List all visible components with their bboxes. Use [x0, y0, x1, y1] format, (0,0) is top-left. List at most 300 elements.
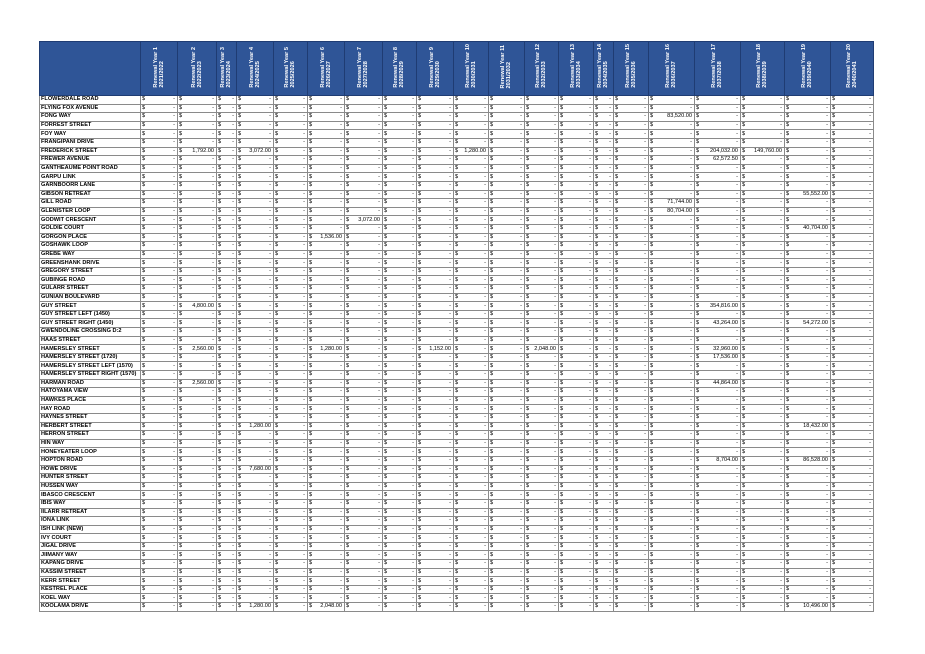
amount-cell — [594, 388, 614, 397]
amount-value: - — [484, 216, 486, 223]
currency-symbol: $ — [179, 448, 183, 455]
currency-symbol: $ — [142, 594, 146, 601]
currency-symbol: $ — [832, 560, 836, 567]
amount-cell — [785, 603, 831, 612]
amount-cell — [695, 147, 741, 156]
amount-cell — [383, 413, 417, 422]
street-name-cell: HAAS STREET — [40, 336, 141, 345]
amount-cell — [454, 603, 489, 612]
amount-value: - — [449, 603, 451, 610]
amount-cell — [417, 96, 454, 105]
currency-symbol: $ — [560, 139, 564, 146]
currency-symbol: $ — [346, 594, 350, 601]
amount-value: - — [690, 311, 692, 318]
amount-value: - — [412, 156, 414, 163]
amount-value: - — [303, 285, 305, 292]
currency-symbol: $ — [696, 577, 700, 584]
street-name-cell: HARMAN ROAD — [40, 379, 141, 388]
table-row — [40, 96, 874, 105]
amount-cell — [217, 534, 237, 543]
amount-value: - — [826, 293, 828, 300]
amount-value: - — [449, 422, 451, 429]
amount-cell — [454, 216, 489, 225]
currency-symbol: $ — [560, 130, 564, 137]
currency-symbol: $ — [832, 354, 836, 361]
amount-value: - — [269, 483, 271, 490]
currency-symbol: $ — [595, 302, 599, 309]
amount-cell — [178, 104, 217, 113]
amount-value: - — [212, 199, 214, 206]
amount-cell — [141, 585, 178, 594]
amount-cell — [831, 310, 874, 319]
currency-symbol: $ — [832, 594, 836, 601]
currency-symbol: $ — [455, 208, 459, 215]
amount-cell — [417, 224, 454, 233]
amount-value: - — [644, 302, 646, 309]
currency-symbol: $ — [275, 457, 279, 464]
currency-symbol: $ — [490, 173, 494, 180]
currency-symbol: $ — [275, 122, 279, 129]
currency-symbol: $ — [418, 130, 422, 137]
currency-symbol: $ — [455, 259, 459, 266]
currency-symbol: $ — [526, 130, 530, 137]
currency-symbol: $ — [418, 156, 422, 163]
amount-value: - — [644, 560, 646, 567]
amount-cell — [559, 353, 594, 362]
amount-cell — [594, 345, 614, 354]
amount-value: - — [232, 362, 234, 369]
amount-cell — [594, 379, 614, 388]
currency-symbol: $ — [560, 543, 564, 550]
currency-symbol: $ — [309, 139, 313, 146]
currency-symbol: $ — [179, 577, 183, 584]
amount-value: - — [412, 500, 414, 507]
amount-cell — [237, 413, 274, 422]
amount-cell — [178, 465, 217, 474]
currency-symbol: $ — [526, 534, 530, 541]
currency-symbol: $ — [560, 276, 564, 283]
renewal-schedule-table — [39, 41, 874, 612]
amount-value: - — [484, 543, 486, 550]
currency-symbol: $ — [786, 431, 790, 438]
amount-value: - — [232, 225, 234, 232]
amount-value: - — [589, 285, 591, 292]
amount-value: - — [303, 233, 305, 240]
amount-cell — [274, 104, 308, 113]
amount-value: - — [269, 113, 271, 120]
amount-value: - — [412, 594, 414, 601]
currency-symbol: $ — [346, 233, 350, 240]
amount-value: - — [412, 543, 414, 550]
amount-cell — [649, 138, 695, 147]
currency-symbol: $ — [595, 319, 599, 326]
street-name-cell: ISH LINK (NEW) — [40, 525, 141, 534]
currency-symbol: $ — [346, 285, 350, 292]
amount-value: - — [269, 551, 271, 558]
amount-value: - — [212, 328, 214, 335]
currency-symbol: $ — [309, 508, 313, 515]
amount-cell — [831, 439, 874, 448]
street-name-cell: GIBSON RETREAT — [40, 190, 141, 199]
currency-symbol: $ — [832, 225, 836, 232]
year-header — [383, 42, 417, 96]
amount-value: - — [869, 156, 871, 163]
amount-value: - — [378, 104, 380, 111]
amount-value: - — [340, 397, 342, 404]
amount-value: - — [484, 190, 486, 197]
street-name-cell: FREWER AVENUE — [40, 156, 141, 165]
currency-symbol: $ — [490, 603, 494, 610]
currency-symbol: $ — [786, 379, 790, 386]
amount-cell — [614, 405, 649, 414]
amount-value: - — [303, 276, 305, 283]
amount-cell — [614, 130, 649, 139]
street-name-cell: HIN WAY — [40, 439, 141, 448]
currency-symbol: $ — [142, 431, 146, 438]
amount-cell — [614, 147, 649, 156]
currency-symbol: $ — [615, 422, 619, 429]
currency-symbol: $ — [275, 182, 279, 189]
currency-symbol: $ — [742, 543, 746, 550]
amount-value: - — [780, 130, 782, 137]
amount-value: - — [484, 568, 486, 575]
amount-cell — [345, 465, 383, 474]
currency-symbol: $ — [455, 233, 459, 240]
amount-value: 2,048.00 — [320, 603, 342, 610]
table-row — [40, 560, 874, 569]
amount-cell — [649, 242, 695, 251]
amount-cell — [274, 113, 308, 122]
currency-symbol: $ — [309, 362, 313, 369]
currency-symbol: $ — [786, 208, 790, 215]
currency-symbol: $ — [384, 517, 388, 524]
amount-cell — [217, 336, 237, 345]
amount-cell — [141, 336, 178, 345]
currency-symbol: $ — [490, 319, 494, 326]
amount-value: - — [736, 173, 738, 180]
amount-value: - — [736, 362, 738, 369]
amount-cell — [785, 560, 831, 569]
amount-cell — [274, 147, 308, 156]
amount-value: - — [484, 96, 486, 103]
currency-symbol: $ — [275, 113, 279, 120]
amount-cell — [649, 96, 695, 105]
amount-value: 2,560.00 — [192, 345, 214, 352]
year-header-label: Renewal Year 3 2023/2024 — [220, 47, 233, 88]
currency-symbol: $ — [786, 242, 790, 249]
amount-cell — [383, 603, 417, 612]
amount-cell — [695, 388, 741, 397]
currency-symbol: $ — [309, 525, 313, 532]
currency-symbol: $ — [455, 422, 459, 429]
amount-value: - — [173, 139, 175, 146]
currency-symbol: $ — [455, 165, 459, 172]
amount-cell — [217, 96, 237, 105]
amount-cell — [525, 413, 559, 422]
amount-cell — [695, 603, 741, 612]
currency-symbol: $ — [742, 182, 746, 189]
amount-value: - — [378, 319, 380, 326]
currency-symbol: $ — [418, 319, 422, 326]
currency-symbol: $ — [526, 483, 530, 490]
amount-cell — [525, 594, 559, 603]
amount-cell — [831, 96, 874, 105]
amount-value: - — [173, 208, 175, 215]
amount-value: - — [520, 285, 522, 292]
amount-value: - — [378, 233, 380, 240]
currency-symbol: $ — [384, 147, 388, 154]
amount-cell — [831, 319, 874, 328]
amount-cell — [614, 422, 649, 431]
currency-symbol: $ — [418, 474, 422, 481]
currency-symbol: $ — [142, 113, 146, 120]
amount-cell — [649, 422, 695, 431]
amount-value: - — [484, 465, 486, 472]
amount-value: - — [269, 362, 271, 369]
amount-cell — [383, 156, 417, 165]
amount-value: - — [869, 190, 871, 197]
amount-cell — [274, 173, 308, 182]
amount-cell — [594, 302, 614, 311]
amount-cell — [308, 138, 345, 147]
amount-value: - — [736, 113, 738, 120]
amount-value: - — [520, 122, 522, 129]
amount-value: 1,280.00 — [320, 345, 342, 352]
amount-value: - — [412, 448, 414, 455]
amount-cell — [594, 499, 614, 508]
currency-symbol: $ — [832, 130, 836, 137]
amount-cell — [217, 328, 237, 337]
amount-cell — [695, 396, 741, 405]
amount-value: - — [609, 422, 611, 429]
amount-value: - — [520, 362, 522, 369]
amount-value: - — [554, 586, 556, 593]
currency-symbol: $ — [696, 276, 700, 283]
amount-cell — [695, 328, 741, 337]
currency-symbol: $ — [696, 568, 700, 575]
currency-symbol: $ — [346, 525, 350, 532]
currency-symbol: $ — [418, 276, 422, 283]
amount-value: - — [269, 285, 271, 292]
currency-symbol: $ — [309, 190, 313, 197]
currency-symbol: $ — [560, 491, 564, 498]
amount-value: - — [232, 586, 234, 593]
currency-symbol: $ — [309, 371, 313, 378]
currency-symbol: $ — [832, 362, 836, 369]
amount-cell — [217, 422, 237, 431]
amount-value: - — [589, 130, 591, 137]
currency-symbol: $ — [696, 156, 700, 163]
currency-symbol: $ — [346, 173, 350, 180]
amount-cell — [454, 517, 489, 526]
amount-cell — [417, 422, 454, 431]
currency-symbol: $ — [142, 397, 146, 404]
currency-symbol: $ — [560, 525, 564, 532]
amount-cell — [785, 405, 831, 414]
amount-cell — [831, 233, 874, 242]
amount-cell — [785, 542, 831, 551]
currency-symbol: $ — [238, 233, 242, 240]
amount-cell — [594, 568, 614, 577]
currency-symbol: $ — [650, 422, 654, 429]
currency-symbol: $ — [179, 457, 183, 464]
currency-symbol: $ — [275, 560, 279, 567]
amount-value: - — [449, 560, 451, 567]
currency-symbol: $ — [346, 302, 350, 309]
amount-value: - — [484, 328, 486, 335]
currency-symbol: $ — [418, 208, 422, 215]
amount-cell — [741, 207, 785, 216]
amount-cell — [237, 491, 274, 500]
currency-symbol: $ — [490, 448, 494, 455]
amount-value: - — [736, 543, 738, 550]
amount-value: - — [869, 543, 871, 550]
amount-cell — [785, 113, 831, 122]
amount-cell — [308, 121, 345, 130]
currency-symbol: $ — [696, 122, 700, 129]
amount-cell — [274, 405, 308, 414]
amount-value: - — [554, 182, 556, 189]
currency-symbol: $ — [786, 216, 790, 223]
currency-symbol: $ — [384, 104, 388, 111]
currency-symbol: $ — [238, 259, 242, 266]
amount-value: - — [736, 508, 738, 515]
amount-cell — [141, 405, 178, 414]
amount-cell — [559, 310, 594, 319]
amount-cell — [274, 285, 308, 294]
amount-cell — [345, 525, 383, 534]
currency-symbol: $ — [218, 457, 222, 464]
amount-cell — [345, 207, 383, 216]
amount-value: - — [826, 173, 828, 180]
amount-cell — [785, 293, 831, 302]
amount-value: - — [212, 594, 214, 601]
amount-value: - — [690, 500, 692, 507]
amount-cell — [417, 585, 454, 594]
currency-symbol: $ — [742, 560, 746, 567]
currency-symbol: $ — [742, 594, 746, 601]
amount-cell — [454, 181, 489, 190]
amount-value: - — [554, 388, 556, 395]
currency-symbol: $ — [696, 525, 700, 532]
currency-symbol: $ — [490, 225, 494, 232]
currency-symbol: $ — [384, 483, 388, 490]
amount-value: - — [736, 431, 738, 438]
currency-symbol: $ — [490, 551, 494, 558]
amount-cell — [614, 491, 649, 500]
amount-value: - — [212, 130, 214, 137]
currency-symbol: $ — [742, 465, 746, 472]
currency-symbol: $ — [238, 414, 242, 421]
currency-symbol: $ — [218, 508, 222, 515]
street-name-cell: JIGAL DRIVE — [40, 542, 141, 551]
amount-cell — [614, 328, 649, 337]
amount-cell — [383, 242, 417, 251]
amount-cell — [178, 147, 217, 156]
amount-cell — [741, 474, 785, 483]
currency-symbol: $ — [595, 577, 599, 584]
currency-symbol: $ — [490, 104, 494, 111]
amount-cell — [383, 336, 417, 345]
amount-cell — [178, 138, 217, 147]
amount-value: - — [826, 233, 828, 240]
amount-cell — [695, 104, 741, 113]
amount-cell — [217, 293, 237, 302]
year-header-label: Renewal Year 15 2035/2036 — [624, 44, 637, 88]
currency-symbol: $ — [696, 250, 700, 257]
currency-symbol: $ — [786, 491, 790, 498]
currency-symbol: $ — [490, 199, 494, 206]
currency-symbol: $ — [418, 190, 422, 197]
amount-value: - — [212, 431, 214, 438]
currency-symbol: $ — [650, 534, 654, 541]
amount-cell — [525, 439, 559, 448]
amount-value: - — [340, 165, 342, 172]
amount-cell — [785, 130, 831, 139]
amount-cell — [525, 138, 559, 147]
amount-cell — [695, 405, 741, 414]
currency-symbol: $ — [346, 603, 350, 610]
amount-cell — [785, 207, 831, 216]
amount-value: - — [826, 165, 828, 172]
currency-symbol: $ — [832, 302, 836, 309]
amount-value: - — [780, 242, 782, 249]
amount-cell — [489, 603, 525, 612]
amount-cell — [594, 319, 614, 328]
currency-symbol: $ — [786, 525, 790, 532]
amount-cell — [454, 560, 489, 569]
amount-cell — [741, 138, 785, 147]
amount-cell — [383, 285, 417, 294]
amount-value: - — [340, 440, 342, 447]
currency-symbol: $ — [615, 285, 619, 292]
amount-value: - — [690, 491, 692, 498]
table-row — [40, 594, 874, 603]
currency-symbol: $ — [455, 276, 459, 283]
currency-symbol: $ — [309, 156, 313, 163]
currency-symbol: $ — [309, 113, 313, 120]
amount-cell — [649, 113, 695, 122]
amount-value: - — [212, 156, 214, 163]
amount-cell — [417, 293, 454, 302]
amount-value: - — [378, 508, 380, 515]
currency-symbol: $ — [275, 268, 279, 275]
amount-cell — [831, 551, 874, 560]
amount-cell — [489, 276, 525, 285]
currency-symbol: $ — [418, 397, 422, 404]
amount-value: - — [269, 379, 271, 386]
currency-symbol: $ — [384, 173, 388, 180]
amount-value: - — [484, 457, 486, 464]
amount-cell — [695, 121, 741, 130]
amount-value: - — [212, 525, 214, 532]
street-name-cell: FOY WAY — [40, 130, 141, 139]
amount-value: - — [780, 371, 782, 378]
currency-symbol: $ — [218, 216, 222, 223]
amount-value: - — [520, 594, 522, 601]
amount-cell — [274, 345, 308, 354]
currency-symbol: $ — [526, 182, 530, 189]
amount-cell — [178, 491, 217, 500]
amount-value: - — [589, 594, 591, 601]
currency-symbol: $ — [526, 122, 530, 129]
amount-cell — [489, 267, 525, 276]
currency-symbol: $ — [832, 568, 836, 575]
amount-value: - — [589, 156, 591, 163]
amount-cell — [308, 276, 345, 285]
amount-cell — [345, 594, 383, 603]
amount-cell — [741, 147, 785, 156]
